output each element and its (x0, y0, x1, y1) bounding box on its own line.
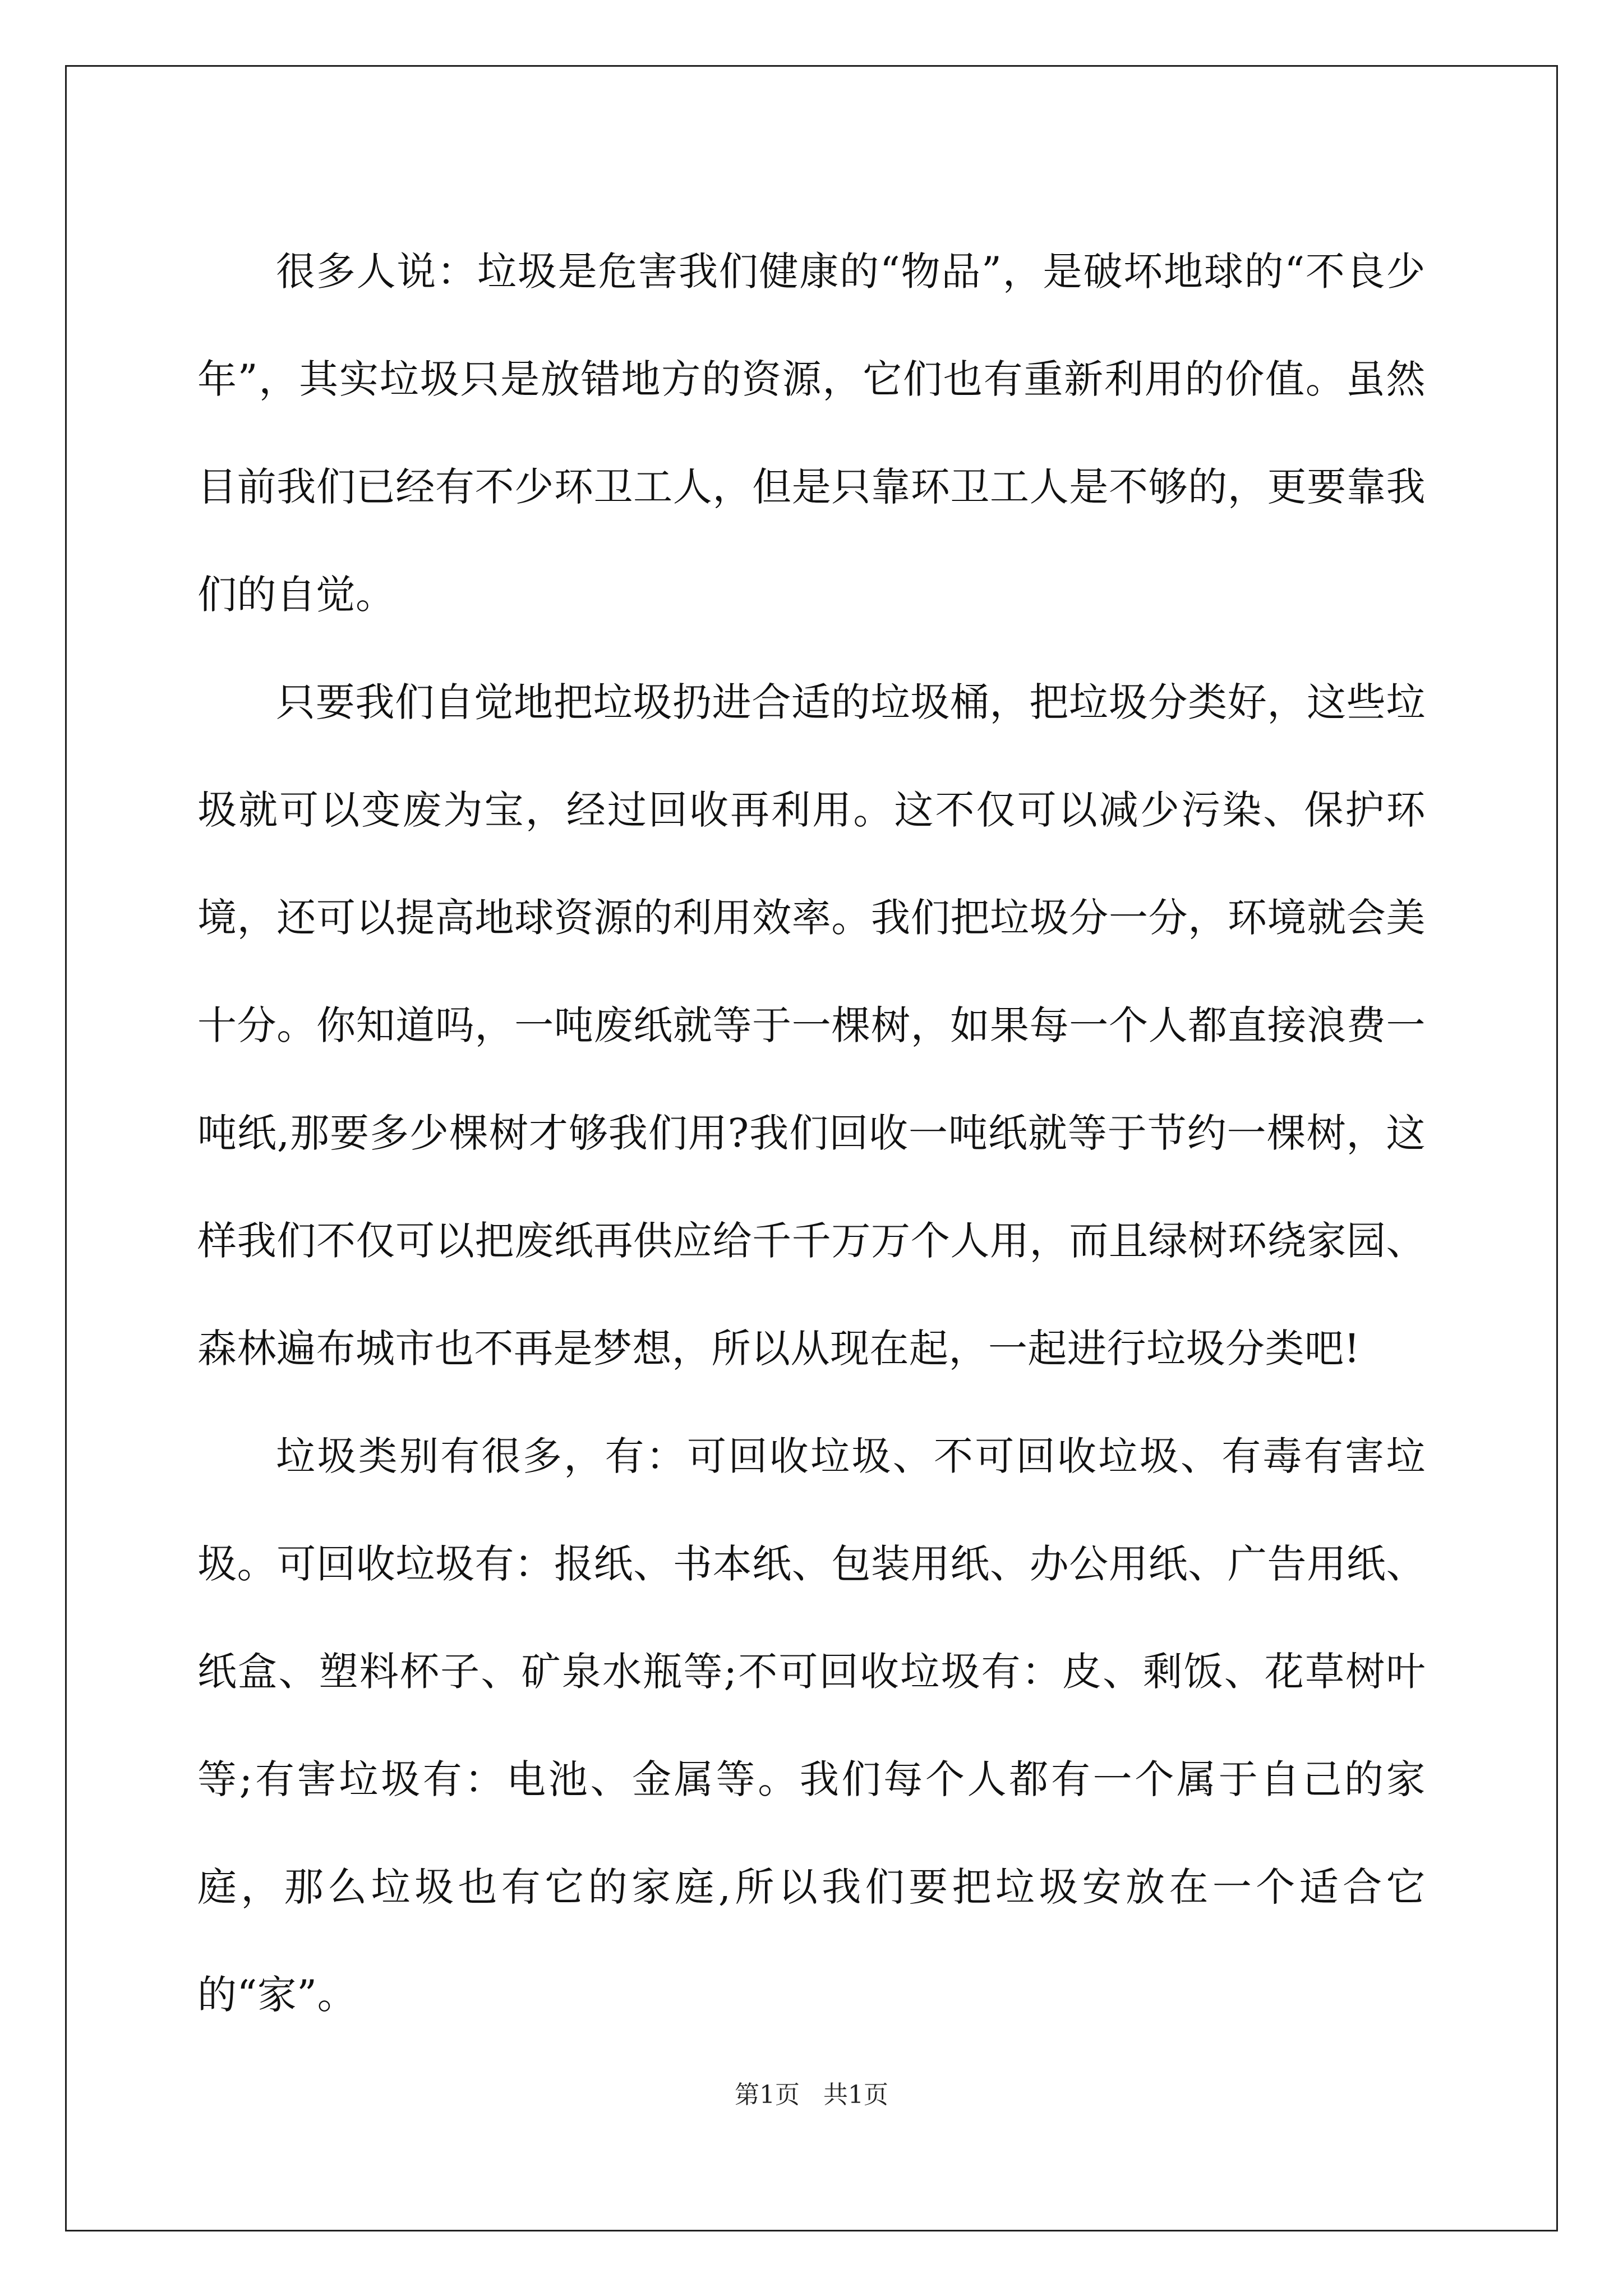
paragraph-1: 很多人说：垃圾是危害我们健康的“物品”，是破坏地球的“不良少年”，其实垃圾只是放错地方的资源，它们也有重新利用的价值。虽然目前我们已经有不少环卫工人，但是只靠环卫工人是不够的，更要靠我们的自觉。 (197, 249, 1426, 618)
page-number: 第1页 (735, 2081, 800, 2109)
paragraph-2: 只要我们自觉地把垃圾扔进合适的垃圾桶，把垃圾分类好，这些垃圾就可以变废为宝，经过回收再利用。这不仅可以减少污染、保护环境，还可以提高地球资源的利用效率。我们把垃圾分一分，环境就会美十分。你知道吗，一吨废纸就等于一棵树，如果每一个人都直接浪费一吨纸,那要多少棵树才够我们用?我们回收一吨纸就等于节约一棵树，这样我们不仅可以把废纸再供应给千千万万个人用，而且绿树环绕家园、森林遍布城市也不再是梦想，所以从现在起，一起进行垃圾分类吧! (197, 679, 1426, 1372)
footer-gap (800, 2081, 823, 2109)
page-footer (0, 2078, 1623, 2112)
document-body (197, 218, 1426, 2049)
page-total: 共1页 (823, 2081, 888, 2109)
paragraph-3: 垃圾类别有很多，有：可回收垃圾、不可回收垃圾、有毒有害垃圾。可回收垃圾有：报纸、书本纸、包装用纸、办公用纸、广告用纸、纸盒、塑料杯子、矿泉水瓶等;不可回收垃圾有：皮、剩饭、花草树叶等;有害垃圾有：电池、金属等。我们每个人都有一个属于自己的家庭，那么垃圾也有它的家庭,所以我们要把垃圾安放在一个适合它的“家”。 (197, 1433, 1426, 2018)
